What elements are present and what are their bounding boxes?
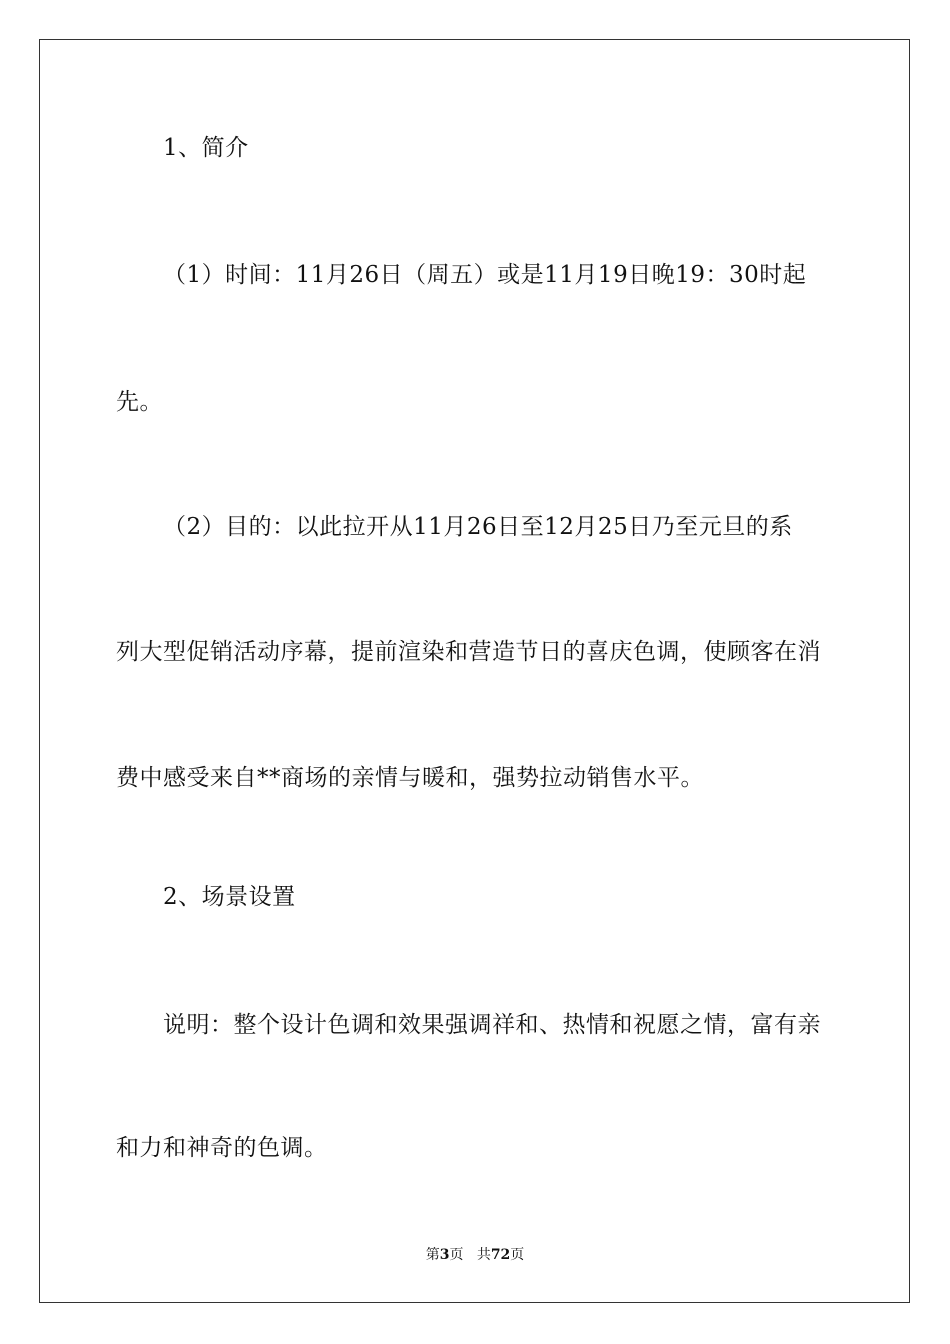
footer-total-prefix: 共 xyxy=(476,1247,491,1263)
paragraph-purpose-line-2: 列大型促销活动序幕，提前渲染和营造节日的喜庆色调，使顾客在消 xyxy=(116,639,821,665)
footer-total-suffix: 页 xyxy=(510,1247,525,1263)
paragraph-time-line-2: 先。 xyxy=(116,389,163,415)
paragraph-purpose-line-3: 费中感受来自**商场的亲情与暖和，强势拉动销售水平。 xyxy=(116,765,704,791)
footer-page-prefix: 第 xyxy=(425,1247,440,1263)
footer-page-number: 3 xyxy=(439,1247,450,1263)
footer-page-suffix: 页 xyxy=(449,1247,464,1263)
paragraph-note-line-1: 说明：整个设计色调和效果强调祥和、热情和祝愿之情，富有亲 xyxy=(163,1012,821,1038)
section-heading-scene: 2、场景设置 xyxy=(163,884,296,910)
section-heading-intro: 1、简介 xyxy=(163,135,249,161)
page-footer xyxy=(0,1246,950,1264)
paragraph-purpose-line-1: （2）目的：以此拉开从11月26日至12月25日乃至元旦的系 xyxy=(163,514,793,540)
paragraph-note-line-2: 和力和神奇的色调。 xyxy=(116,1135,328,1161)
paragraph-time-line-1: （1）时间：11月26日（周五）或是11月19日晚19：30时起 xyxy=(163,262,807,288)
footer-total-pages: 72 xyxy=(490,1247,511,1263)
page-border xyxy=(39,39,910,1303)
